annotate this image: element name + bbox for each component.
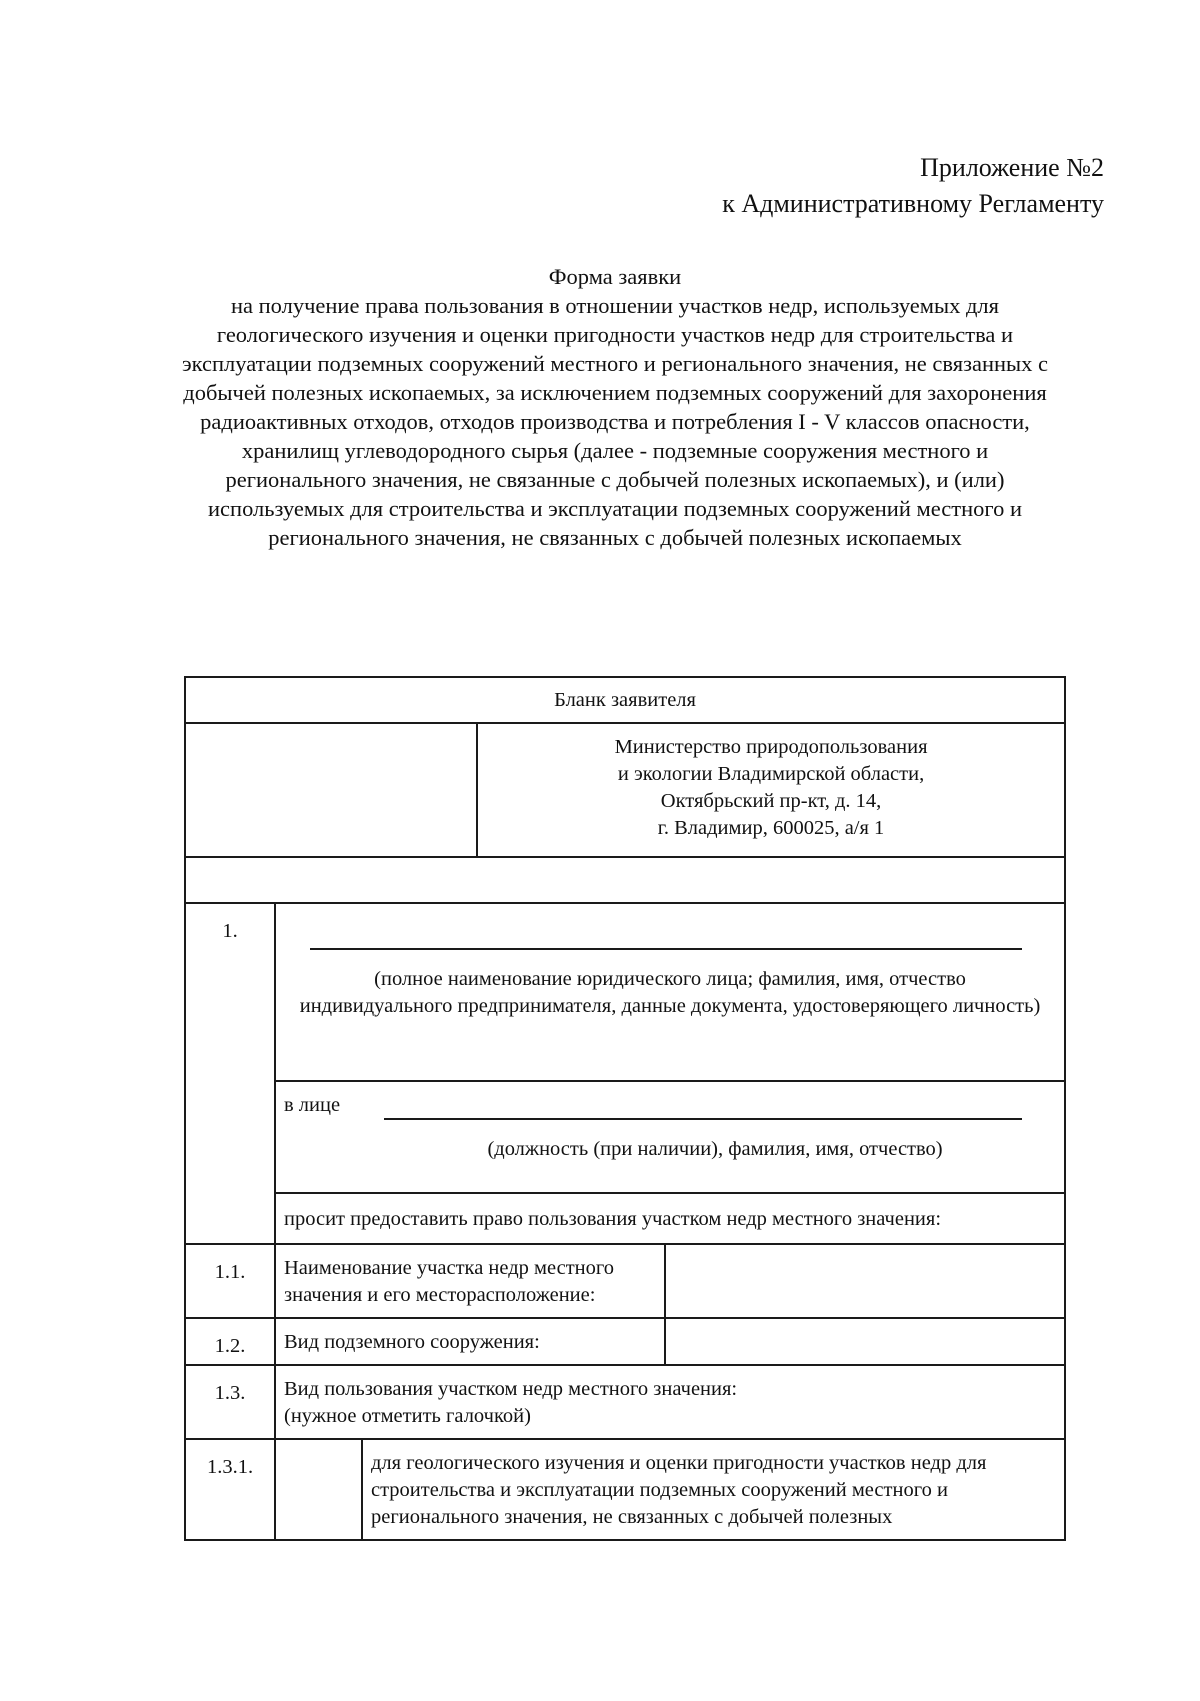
- usage-type-label: Вид пользования участком недр местного значения:: [284, 1378, 738, 1400]
- table-row: [185, 903, 1065, 1081]
- table-row: [185, 857, 1065, 903]
- appendix-reference: к Административному Регламенту: [722, 189, 1104, 218]
- representative-hint: (должность (при наличии), фамилия, имя, отчество): [487, 1138, 943, 1160]
- spacer-row: [185, 857, 1065, 903]
- usage-option-text: для геологического изучения и оценки пригодности участков недр для строительства и эксплуатации подземных сооружений местного и регионального значения, не связанных с добычей полезных: [362, 1439, 1065, 1540]
- addressee-cell: [477, 723, 1065, 857]
- table-row: [185, 1439, 1065, 1540]
- form-title: Форма заявки: [548, 264, 682, 289]
- usage-type-note: (нужное отметить галочкой): [284, 1405, 531, 1427]
- item-number: 1.3.1.: [185, 1439, 275, 1540]
- letterhead-empty-cell: [185, 723, 477, 857]
- item-number: 1.: [185, 903, 275, 1244]
- table-row: [185, 1365, 1065, 1439]
- request-text: просит предоставить право пользования участком недр местного значения:: [275, 1193, 1065, 1244]
- item-number: 1.1.: [185, 1244, 275, 1318]
- structure-type-input[interactable]: [665, 1318, 1065, 1365]
- table-row: [185, 1244, 1065, 1318]
- structure-type-label: Вид подземного сооружения:: [275, 1318, 665, 1365]
- applicant-hint: (полное наименование юридического лица; фамилия, имя, отчество индивидуального предпринимателя, данные документа, удостоверяющего личность): [299, 968, 1041, 1017]
- addressee-line: Министерство природопользования: [614, 736, 928, 758]
- site-name-label: Наименование участка недр местного значения и его месторасположение:: [275, 1244, 665, 1318]
- representative-field[interactable]: [275, 1081, 1065, 1193]
- form-subtitle: на получение права пользования в отношении участков недр, используемых для геологического изучения и оценки пригодности участков недр для строительства и эксплуатации подземных сооружений местного и регионального значения, не связанных с добычей полезных ископаемых, за исключением подземных сооружений для захоронения радиоактивных отходов, отходов производства и потребления I - V классов опасности, хранилищ углеводородного сырья (далее - подземные сооружения местного и регионального значения, не связанные с добычей полезных ископаемых), и (или) используемых для строительства и эксплуатации подземных сооружений местного и регионального значения, не связанных с добычей полезных ископаемых: [181, 293, 1049, 550]
- usage-type-cell: [275, 1365, 1065, 1439]
- addressee-line: Октябрьский пр-кт, д. 14,: [660, 790, 882, 812]
- applicant-name-field[interactable]: [275, 903, 1065, 1081]
- addressee-line: г. Владимир, 600025, а/я 1: [657, 817, 885, 839]
- representative-label: в лице: [284, 1094, 341, 1116]
- item-number: 1.2.: [185, 1318, 275, 1365]
- site-name-input[interactable]: [665, 1244, 1065, 1318]
- application-form-table: [184, 676, 1066, 1541]
- representative-fill-line[interactable]: [384, 1118, 1022, 1120]
- appendix-number: Приложение №2: [920, 153, 1104, 182]
- form-title-block: [170, 262, 1060, 552]
- table-row: [185, 1081, 1065, 1193]
- applicant-fill-line[interactable]: [310, 948, 1022, 950]
- appendix-header: [504, 150, 1104, 222]
- table-row: [185, 677, 1065, 723]
- table-row: [185, 1193, 1065, 1244]
- table-row: [185, 1318, 1065, 1365]
- applicant-letterhead-label: Бланк заявителя: [185, 677, 1065, 723]
- item-number: 1.3.: [185, 1365, 275, 1439]
- table-row: [185, 723, 1065, 857]
- addressee-line: и экологии Владимирской области,: [617, 763, 925, 785]
- checkbox-cell[interactable]: [275, 1439, 362, 1540]
